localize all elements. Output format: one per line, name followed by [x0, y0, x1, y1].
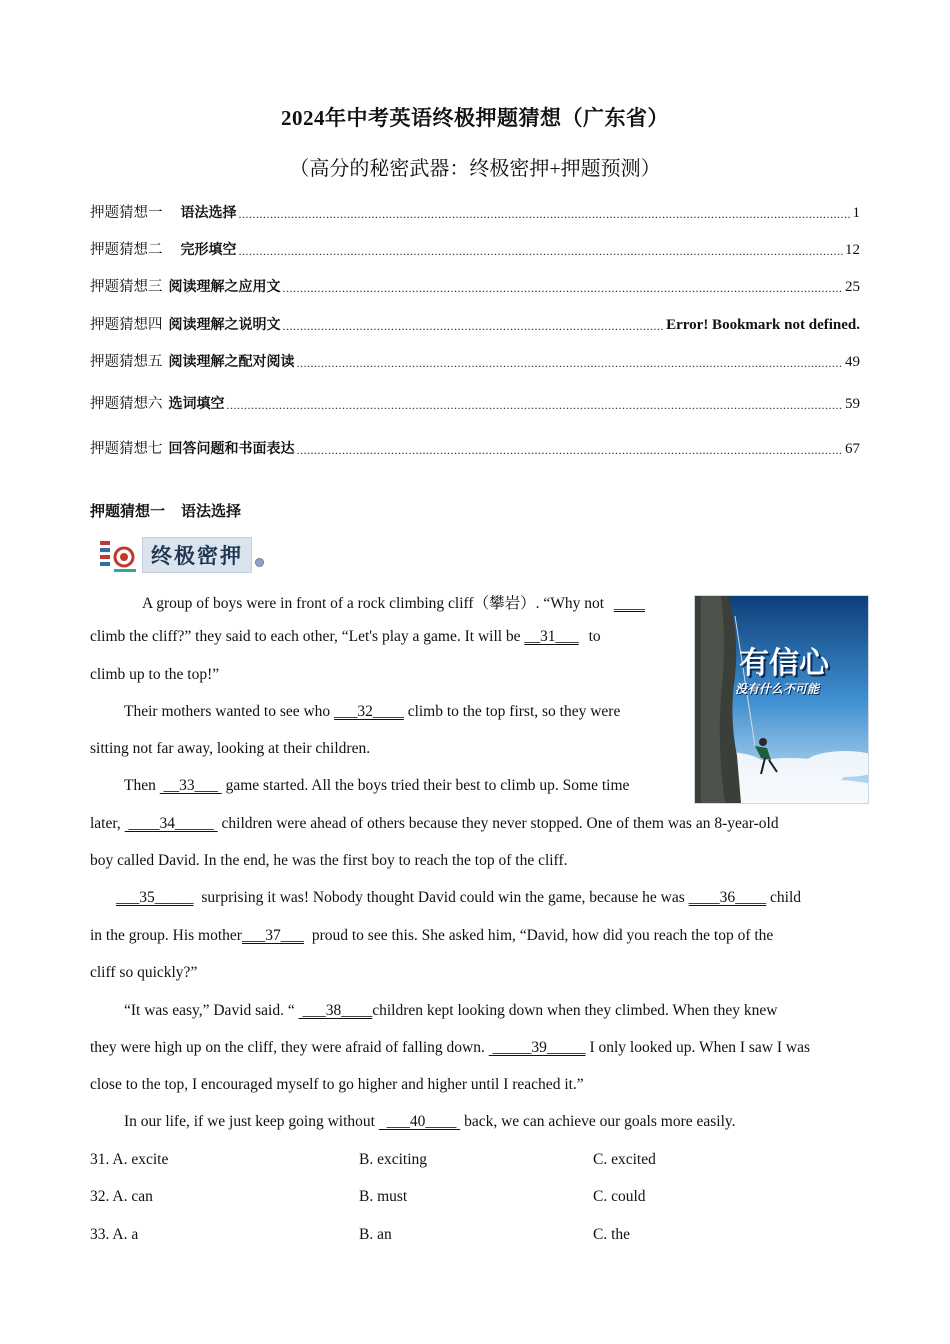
toc-leader-dots [239, 207, 851, 222]
target-icon [98, 537, 138, 573]
toc-leader-dots [227, 398, 844, 413]
toc-entry-number: 押题猜想四 [90, 317, 163, 333]
banner-dot [255, 558, 264, 567]
toc-entry[interactable] [90, 198, 860, 222]
question-options [90, 1151, 860, 1173]
answer-blank-30[interactable]: ____ [613, 595, 645, 612]
option-c[interactable]: C. could [593, 1188, 646, 1205]
toc-leader-dots [283, 319, 665, 334]
toc-entry-title: 回答问题和书面表达 [168, 441, 295, 457]
passage-line: boy called David. In the end, he was the first boy to reach the top of the cliff. [90, 852, 568, 869]
toc-entry-title: 选词填空 [168, 396, 225, 412]
toc-entry-title: 完形填空 [180, 242, 237, 258]
section-banner [98, 536, 264, 574]
question-options [90, 1188, 860, 1210]
passage-text: back, we can achieve our goals more easily. [460, 1113, 736, 1130]
toc-entry-page: 49 [845, 354, 860, 370]
toc-entry-title: 阅读理解之配对阅读 [168, 354, 295, 370]
option-a[interactable]: 33. A. a [90, 1226, 139, 1243]
answer-blank-38[interactable]: ___38____ [298, 1002, 373, 1019]
question-options [90, 1226, 860, 1248]
passage-text: A group of boys were in front of a rock climbing cliff（攀岩）. “Why not [142, 595, 608, 612]
toc-entry-title: 语法选择 [180, 205, 237, 221]
passage-text: Their mothers wanted to see who [124, 703, 335, 720]
section-title: 语法选择 [181, 502, 242, 520]
toc-entry-number: 押题猜想三 [90, 279, 163, 295]
passage-text: they were high up on the cliff, they were afraid of falling down. [90, 1039, 489, 1056]
passage-text: child [766, 889, 802, 906]
toc-entry[interactable] [90, 272, 860, 296]
passage-text: In our life, if we just keep going without [124, 1113, 379, 1130]
passage-text: children were ahead of others because they never stopped. One of them was an 8-year-old [217, 815, 779, 832]
toc-entry[interactable] [90, 434, 860, 458]
toc-leader-dots [297, 443, 844, 458]
option-b[interactable]: B. exciting [359, 1151, 428, 1168]
answer-blank-32[interactable]: ___32____ [334, 703, 404, 720]
toc-leader-dots [239, 244, 844, 259]
toc-entry-title: 阅读理解之应用文 [168, 279, 281, 295]
toc-leader-dots [297, 356, 844, 371]
toc-entry-number: 押题猜想五 [90, 354, 163, 370]
toc-entry-page: 67 [845, 441, 860, 457]
option-c[interactable]: C. the [593, 1226, 631, 1243]
passage-text: game started. All the boys tried their best to climb up. Some time [221, 777, 630, 794]
toc-entry[interactable] [90, 235, 860, 259]
passage-line [90, 815, 779, 833]
toc-entry-page: 1 [852, 205, 860, 221]
passage-text: surprising it was! Nobody thought David could win the game, because he was [197, 889, 689, 906]
answer-blank-39[interactable]: _____39_____ [488, 1039, 586, 1056]
passage-line [124, 777, 629, 795]
section-heading [90, 500, 241, 521]
passage-line [90, 1039, 810, 1057]
passage-line: climb up to the top!” [90, 666, 220, 683]
option-b[interactable]: B. an [359, 1226, 392, 1243]
passage-text: in the group. His mother [90, 927, 242, 944]
passage-text: “It was easy,” David said. “ [124, 1002, 299, 1019]
option-c[interactable]: C. excited [593, 1151, 656, 1168]
answer-blank-37[interactable]: ___37___ [241, 927, 304, 944]
document-title: 2024年中考英语终极押题猜想（广东省） [281, 106, 669, 130]
section-number: 押题猜想一 [90, 502, 166, 520]
passage-line: close to the top, I encouraged myself to go higher and higher until I reached it.” [90, 1076, 584, 1093]
option-a[interactable]: 32. A. can [90, 1188, 153, 1205]
toc-entry-page: 12 [845, 242, 860, 258]
toc-entry[interactable] [90, 347, 860, 371]
toc-entry-number: 押题猜想一 [90, 205, 163, 221]
toc-entry[interactable] [90, 310, 860, 334]
passage-text: later, [90, 815, 125, 832]
passage-line [142, 591, 645, 613]
climber-illustration [694, 595, 869, 804]
document-subtitle: （高分的秘密武器：终极密押+押题预测） [289, 158, 661, 180]
passage-line [90, 628, 601, 646]
toc-entry-title: 阅读理解之说明文 [168, 317, 281, 333]
passage-line [116, 889, 801, 907]
passage-line [124, 1002, 777, 1020]
passage-text: proud to see this. She asked him, “David, how did you reach the top of the [307, 927, 774, 944]
option-a[interactable]: 31. A. excite [90, 1151, 169, 1168]
answer-blank-35[interactable]: ___35_____ [116, 889, 194, 906]
answer-blank-36[interactable]: ____36____ [688, 889, 767, 906]
passage-line: cliff so quickly?” [90, 964, 198, 981]
passage-text: climb to the top first, so they were [403, 703, 621, 720]
passage-line [124, 703, 620, 721]
toc-entry-page: 25 [845, 279, 860, 295]
passage-text: to [584, 628, 601, 645]
banner-label: 终极密押 [142, 537, 252, 573]
answer-blank-33[interactable]: __33___ [159, 777, 222, 794]
image-caption-main: 有信心 [739, 646, 829, 681]
answer-blank-40[interactable]: ___40____ [378, 1113, 461, 1130]
image-caption-sub: 没有什么不可能 [735, 682, 820, 696]
passage-line: sitting not far away, looking at their children. [90, 740, 371, 757]
option-b[interactable]: B. must [359, 1188, 408, 1205]
passage-text: children kept looking down when they climbed. When they knew [372, 1002, 778, 1019]
toc-leader-dots [283, 281, 844, 296]
toc-entry-number: 押题猜想七 [90, 441, 163, 457]
toc-entry-page: 59 [845, 396, 860, 412]
answer-blank-31[interactable]: __31___ [524, 628, 579, 645]
toc-entry-number: 押题猜想六 [90, 396, 163, 412]
passage-line [90, 927, 773, 945]
passage-text: Then [124, 777, 160, 794]
passage-line [124, 1113, 736, 1131]
passage-text: climb the cliff?” they said to each other, “Let's play a game. It will be [90, 628, 525, 645]
toc-entry[interactable] [90, 389, 860, 413]
passage-text: I only looked up. When I saw I was [585, 1039, 811, 1056]
answer-blank-34[interactable]: ____34_____ [124, 815, 218, 832]
toc-entry-number: 押题猜想二 [90, 242, 163, 258]
toc-entry-page-error: Error! Bookmark not defined. [666, 317, 860, 333]
